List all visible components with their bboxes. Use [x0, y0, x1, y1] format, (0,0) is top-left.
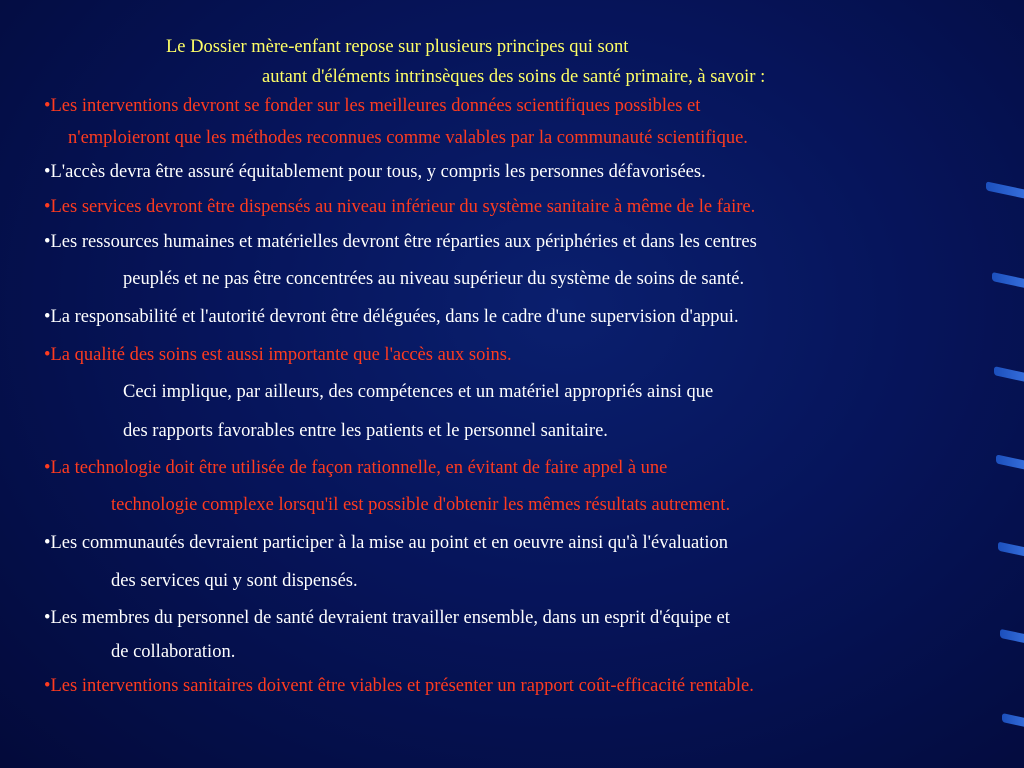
principle-6-detail-1: Ceci implique, par ailleurs, des compétences et un matériel appropriés ainsi que: [123, 382, 714, 402]
principle-7-line-2: technologie complexe lorsqu'il est possible d'obtenir les mêmes résultats autrement.: [111, 495, 731, 515]
principle-9-line-2: de collaboration.: [111, 642, 236, 662]
principle-10-line-1: •Les interventions sanitaires doivent être viables et présenter un rapport coût-efficacité rentable.: [44, 676, 754, 696]
principle-8-line-2: des services qui y sont dispensés.: [111, 571, 358, 591]
principle-6-detail-2: des rapports favorables entre les patients et le personnel sanitaire.: [123, 421, 608, 441]
principle-4-line-1: •Les ressources humaines et matérielles devront être réparties aux périphéries et dans les centres: [44, 232, 757, 252]
principle-5-line-1: •La responsabilité et l'autorité devront être déléguées, dans le cadre d'une supervision d'appui.: [44, 307, 739, 327]
principle-1-line-1: •Les interventions devront se fonder sur les meilleures données scientifiques possibles et: [44, 96, 701, 116]
decorative-stripe: [1002, 713, 1024, 728]
principle-3-line-1: •Les services devront être dispensés au niveau inférieur du système sanitaire à même de le faire.: [44, 197, 756, 217]
decorative-stripe: [996, 454, 1024, 470]
header-line-1: Le Dossier mère-enfant repose sur plusieurs principes qui sont: [166, 37, 629, 57]
principle-9-line-1: •Les membres du personnel de santé devraient travailler ensemble, dans un esprit d'équipe et: [44, 608, 730, 628]
principle-4-line-2: peuplés et ne pas être concentrées au niveau supérieur du système de soins de santé.: [123, 269, 745, 289]
principle-7-line-1: •La technologie doit être utilisée de façon rationnelle, en évitant de faire appel à une: [44, 458, 668, 478]
principle-1-line-2: n'emploieront que les méthodes reconnues comme valables par la communauté scientifique.: [68, 128, 748, 148]
decorative-stripe: [986, 181, 1024, 199]
principle-2-line-1: •L'accès devra être assuré équitablement pour tous, y compris les personnes défavorisées.: [44, 162, 706, 182]
principle-6-line-1: •La qualité des soins est aussi importante que l'accès aux soins.: [44, 345, 512, 365]
principle-8-line-1: •Les communautés devraient participer à la mise au point et en oeuvre ainsi qu'à l'évaluation: [44, 533, 729, 553]
header-line-2: autant d'éléments intrinsèques des soins de santé primaire, à savoir :: [262, 67, 766, 87]
decorative-stripe: [992, 272, 1024, 289]
decorative-stripe: [998, 542, 1024, 558]
decorative-stripe: [1000, 629, 1024, 644]
decorative-stripe: [994, 366, 1024, 383]
